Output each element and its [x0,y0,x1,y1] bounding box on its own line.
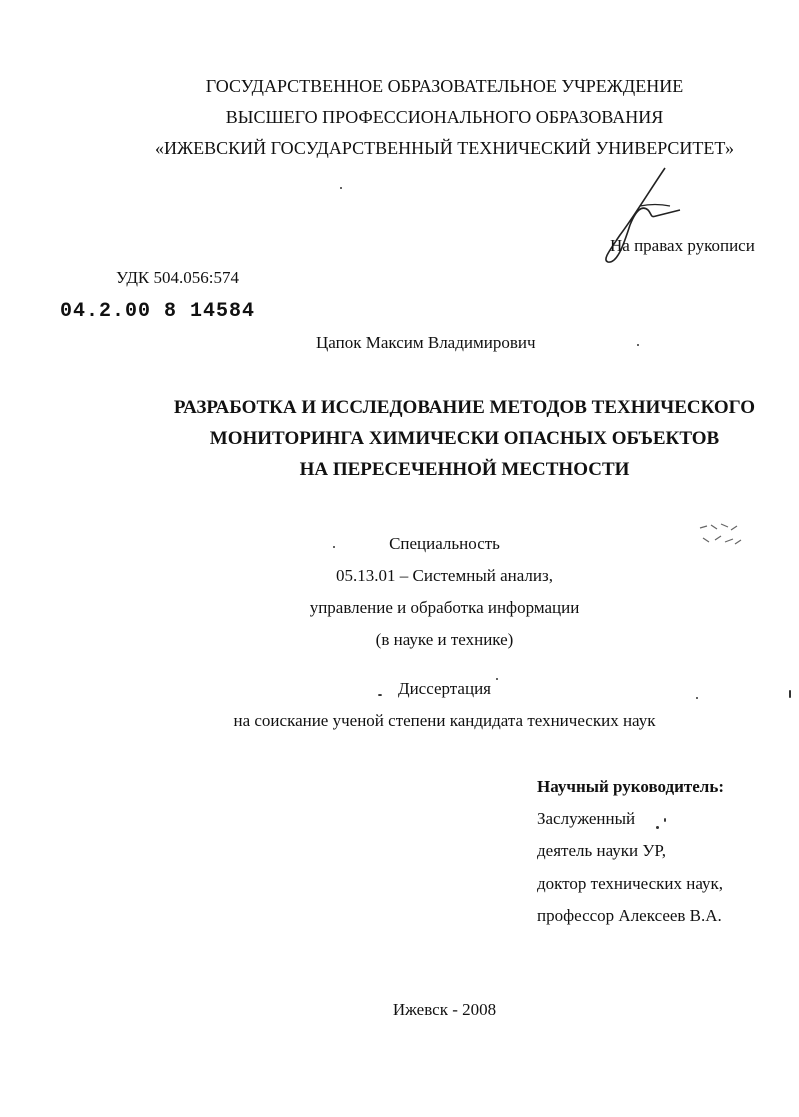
specialty-line-1: 05.13.01 – Системный анализ, [336,566,553,585]
scan-speck [378,694,382,696]
registry-code: 04.2.00 8 14584 [60,300,256,323]
manuscript-note: На правах рукописи [610,236,755,255]
scan-speck [789,690,791,698]
dissertation-purpose: на соискание ученой степени кандидата технических наук [233,711,656,730]
city-year: Ижевск - 2008 [392,1000,497,1019]
specialty-label: Специальность [389,534,500,553]
author-name: Цапок Максим Владимирович [316,333,536,352]
supervisor-line-3: доктор технических наук, [537,874,724,893]
scan-speck [656,826,659,829]
institution-line-3: «ИЖЕВСКИЙ ГОСУДАРСТВЕННЫЙ ТЕХНИЧЕСКИЙ УНИВЕРСИТЕТ» [155,138,734,158]
supervisor-line-1: Заслуженный [537,809,636,828]
scan-speck [664,818,666,822]
specialty-line-2: управление и обработка информации [309,598,580,617]
supervisor-line-2: деятель науки УР, [537,841,666,860]
scan-speck [696,697,698,699]
scan-speck [340,187,342,189]
supervisor-line-4: профессор Алексеев В.А. [537,906,722,925]
specialty-line-3: (в науке и технике) [375,630,514,649]
stamp-mark-icon [695,520,745,550]
institution-line-2: ВЫСШЕГО ПРОФЕССИОНАЛЬНОГО ОБРАЗОВАНИЯ [225,107,664,127]
dissertation-label: Диссертация [397,679,491,698]
title-line-2: МОНИТОРИНГА ХИМИЧЕСКИ ОПАСНЫХ ОБЪЕКТОВ [209,428,720,449]
institution-line-1: ГОСУДАРСТВЕННОЕ ОБРАЗОВАТЕЛЬНОЕ УЧРЕЖДЕНИЕ [205,76,684,96]
supervisor-heading: Научный руководитель: [537,777,724,796]
scan-speck [333,546,335,548]
title-line-3: НА ПЕРЕСЕЧЕННОЙ МЕСТНОСТИ [299,459,630,480]
scan-speck [637,344,639,346]
udk-code: УДК 504.056:574 [116,268,239,287]
title-line-1: РАЗРАБОТКА И ИССЛЕДОВАНИЕ МЕТОДОВ ТЕХНИЧЕСКОГО [173,397,756,418]
scan-speck [496,678,498,680]
